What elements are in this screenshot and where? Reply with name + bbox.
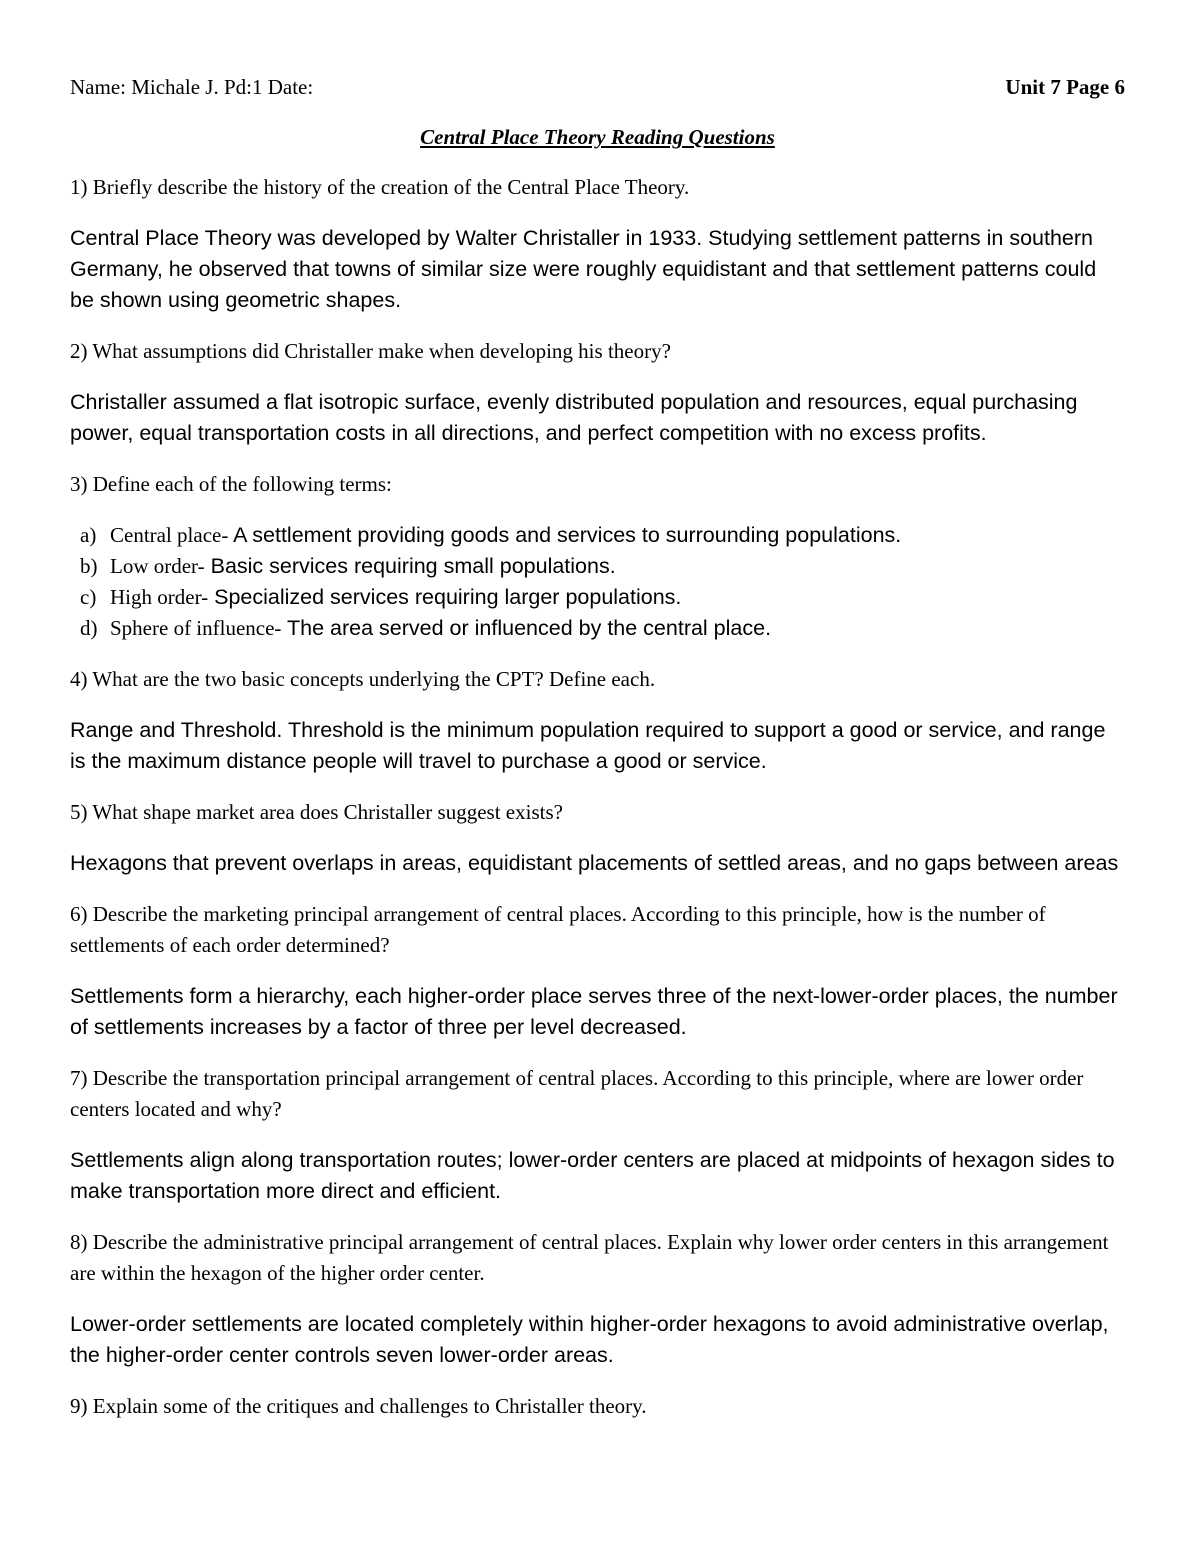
- answer-5: Hexagons that prevent overlaps in areas, equidistant placements of settled areas, and no gaps between areas: [70, 851, 1119, 875]
- unit-page-label: Unit 7 Page 6: [1005, 75, 1125, 99]
- term-marker: c): [80, 585, 97, 609]
- answer-8: Lower-order settlements are located completely within higher-order hexagons to avoid administrative overlap, the higher-order center controls seven lower-order areas.: [70, 1312, 1109, 1367]
- answer-2: Christaller assumed a flat isotropic surface, evenly distributed population and resources, equal purchasing power, equal transportation costs in all directions, and perfect competition with no excess profits.: [70, 390, 1078, 445]
- question-block-3: [70, 469, 1125, 644]
- student-info: Name: Michale J. Pd:1 Date:: [70, 75, 314, 99]
- question-6: 6) Describe the marketing principal arrangement of central places. According to this principle, how is the number of settlements of each order determined?: [70, 902, 1046, 957]
- answer-1: Central Place Theory was developed by Walter Christaller in 1933. Studying settlement patterns in southern Germany, he observed that towns of similar size were roughly equidistant and that settlement patterns could be shown using geometric shapes.: [70, 226, 1097, 312]
- question-block-9: [70, 1391, 1125, 1422]
- answer-7: Settlements align along transportation routes; lower-order centers are placed at midpoints of hexagon sides to make transportation more direct and efficient.: [70, 1148, 1115, 1203]
- question-9: 9) Explain some of the critiques and challenges to Christaller theory.: [70, 1394, 647, 1418]
- term-marker: a): [80, 523, 97, 547]
- term-name: Sphere of influence-: [110, 616, 282, 640]
- question-block-7: [70, 1063, 1125, 1207]
- document-title: Central Place Theory Reading Questions: [420, 125, 775, 149]
- term-item: [70, 520, 1125, 551]
- term-definition: Specialized services requiring larger populations.: [208, 585, 682, 609]
- term-definition: A settlement providing goods and services to surrounding populations.: [228, 523, 902, 547]
- term-definition: The area served or influenced by the central place.: [281, 616, 772, 640]
- question-block-5: [70, 797, 1125, 879]
- answer-4: Range and Threshold. Threshold is the minimum population required to support a good or service, and range is the maximum distance people will travel to purchase a good or service.: [70, 718, 1106, 773]
- term-marker: d): [80, 616, 98, 640]
- question-block-6: [70, 899, 1125, 1043]
- term-marker: b): [80, 554, 98, 578]
- question-2: 2) What assumptions did Christaller make when developing his theory?: [70, 339, 671, 363]
- question-7: 7) Describe the transportation principal arrangement of central places. According to this principle, where are lower order centers located and why?: [70, 1066, 1084, 1121]
- answer-6: Settlements form a hierarchy, each higher-order place serves three of the next-lower-order places, the number of settlements increases by a factor of three per level decreased.: [70, 984, 1118, 1039]
- term-item: [70, 582, 1125, 613]
- question-block-4: [70, 664, 1125, 777]
- page-header: [70, 72, 1125, 102]
- term-item: [70, 613, 1125, 644]
- question-block-2: [70, 336, 1125, 449]
- term-definition: Basic services requiring small populations.: [204, 554, 616, 578]
- question-8: 8) Describe the administrative principal arrangement of central places. Explain why lower order centers in this arrangement are within the hexagon of the higher order center.: [70, 1230, 1109, 1285]
- question-1: 1) Briefly describe the history of the creation of the Central Place Theory.: [70, 175, 690, 199]
- question-4: 4) What are the two basic concepts underlying the CPT? Define each.: [70, 667, 656, 691]
- term-item: [70, 551, 1125, 582]
- term-name: High order-: [110, 585, 209, 609]
- term-name: Low order-: [110, 554, 205, 578]
- terms-list: [70, 520, 1125, 644]
- term-name: Central place-: [110, 523, 229, 547]
- question-5: 5) What shape market area does Christaller suggest exists?: [70, 800, 563, 824]
- question-block-1: [70, 172, 1125, 316]
- question-3: 3) Define each of the following terms:: [70, 472, 392, 496]
- question-block-8: [70, 1227, 1125, 1371]
